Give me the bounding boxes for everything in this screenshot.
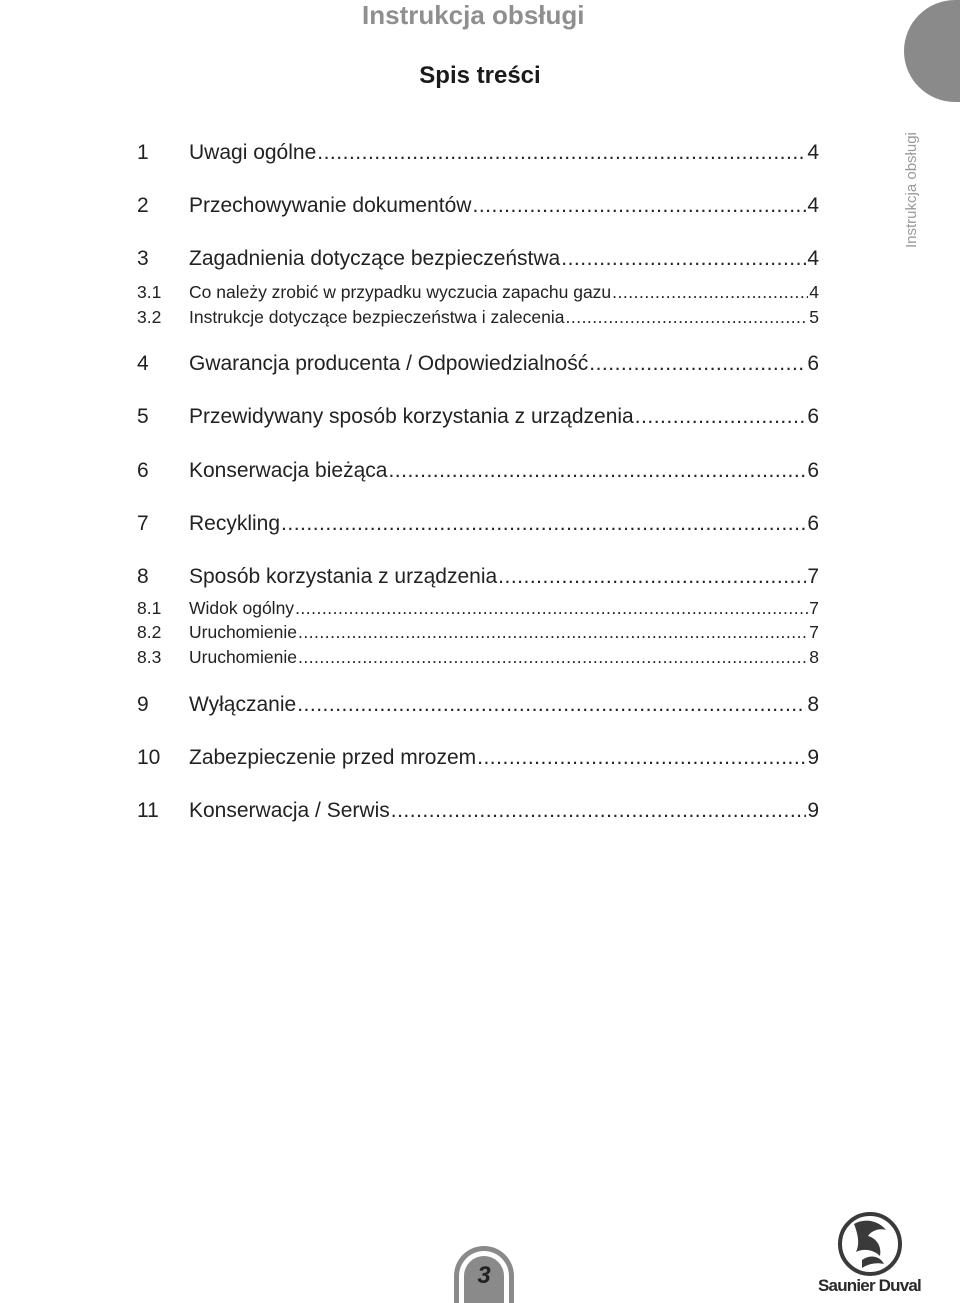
toc-entry-number: 5 xyxy=(137,405,149,428)
toc-entry-number: 3.1 xyxy=(137,282,162,302)
toc-entry-number: 7 xyxy=(137,512,149,535)
toc-entry-7[interactable] xyxy=(137,512,819,536)
toc-entry-10[interactable] xyxy=(137,746,819,770)
toc-entry-page: 4 xyxy=(807,247,819,270)
toc-leader-dots xyxy=(391,799,807,823)
toc-leader-dots xyxy=(472,194,806,218)
toc-leader-dots xyxy=(281,512,806,536)
toc-title: Spis treści xyxy=(419,62,541,89)
toc-entry-page: 6 xyxy=(807,352,819,375)
toc-entry-label: Konserwacja bieżąca xyxy=(189,459,388,482)
toc-leader-dots xyxy=(298,647,808,668)
brand-name: Saunier Duval xyxy=(818,1276,921,1295)
toc-entry-label: Co należy zrobić w przypadku wyczucia zapachu gazu xyxy=(189,282,612,302)
toc-leader-dots xyxy=(388,459,806,483)
toc-entry-page: 7 xyxy=(809,622,819,642)
toc-entry-label: Gwarancja producenta / Odpowiedzialność xyxy=(189,352,589,375)
toc-leader-dots xyxy=(635,405,807,429)
toc-entry-number: 11 xyxy=(137,799,159,822)
toc-entry-page: 7 xyxy=(809,598,819,618)
toc-entry-page: 4 xyxy=(807,141,819,164)
toc-entry-5[interactable] xyxy=(137,405,819,429)
toc-entry-8-3[interactable] xyxy=(137,647,819,668)
toc-entry-page: 6 xyxy=(807,512,819,535)
toc-entry-label: Uruchomienie xyxy=(189,622,297,642)
toc-entry-label: Uwagi ogólne xyxy=(189,141,317,164)
toc-entry-label: Przechowywanie dokumentów xyxy=(189,194,472,217)
toc-entry-label: Przewidywany sposób korzystania z urządzenia xyxy=(189,405,634,428)
toc-entry-page: 4 xyxy=(807,194,819,217)
toc-entry-page: 5 xyxy=(809,307,819,327)
toc-leader-dots xyxy=(561,247,806,271)
toc-entry-3-2[interactable] xyxy=(137,307,819,328)
toc-entry-number: 3 xyxy=(137,247,149,270)
toc-entry-number: 10 xyxy=(137,746,161,769)
toc-entry-page: 9 xyxy=(807,746,819,769)
toc-entry-number: 1 xyxy=(137,141,149,164)
toc-leader-dots xyxy=(477,746,806,770)
toc-entry-label: Zabezpieczenie przed mrozem xyxy=(189,746,477,769)
toc-leader-dots xyxy=(295,598,808,619)
toc-leader-dots xyxy=(612,282,808,303)
toc-entry-page: 7 xyxy=(807,565,819,588)
toc-leader-dots xyxy=(589,352,806,376)
toc-entry-label: Widok ogólny xyxy=(189,598,295,618)
toc-entry-number: 2 xyxy=(137,194,149,217)
toc-leader-dots xyxy=(565,307,808,328)
toc-entry-4[interactable] xyxy=(137,352,819,376)
toc-entry-label: Konserwacja / Serwis xyxy=(189,799,390,822)
toc-leader-dots xyxy=(297,693,806,717)
toc-entry-label: Uruchomienie xyxy=(189,647,297,667)
toc-entry-8-1[interactable] xyxy=(137,598,819,619)
toc-leader-dots xyxy=(298,622,808,643)
toc-entry-number: 8 xyxy=(137,565,149,588)
toc-entry-6[interactable] xyxy=(137,459,819,483)
toc-entry-11[interactable] xyxy=(137,799,819,823)
toc-entry-number: 8.2 xyxy=(137,622,162,642)
toc-leader-dots xyxy=(498,565,806,589)
toc-entry-label: Instrukcje dotyczące bezpieczeństwa i zalecenia xyxy=(189,307,565,327)
toc-entry-number: 3.2 xyxy=(137,307,162,327)
toc-entry-8-2[interactable] xyxy=(137,622,819,643)
toc-entry-number: 8.3 xyxy=(137,647,162,667)
toc-entry-number: 4 xyxy=(137,352,149,375)
toc-entry-number: 8.1 xyxy=(137,598,162,618)
toc-entry-3[interactable] xyxy=(137,247,819,271)
toc-entry-8[interactable] xyxy=(137,565,819,589)
toc-entry-page: 4 xyxy=(809,282,819,302)
toc-entry-3-1[interactable] xyxy=(137,282,819,303)
toc-entry-page: 6 xyxy=(807,405,819,428)
toc-entry-number: 9 xyxy=(137,693,149,716)
toc-entry-page: 8 xyxy=(807,693,819,716)
toc-entry-label: Zagadnienia dotyczące bezpieczeństwa xyxy=(189,247,561,270)
toc-entry-label: Sposób korzystania z urządzenia xyxy=(189,565,498,588)
toc-entry-9[interactable] xyxy=(137,693,819,717)
document-header-title: Instrukcja obsługi xyxy=(362,0,585,30)
toc-entry-page: 9 xyxy=(807,799,819,822)
toc-leader-dots xyxy=(317,141,806,165)
page-number: 3 xyxy=(477,1262,491,1289)
toc-entry-page: 6 xyxy=(807,459,819,482)
toc-entry-2[interactable] xyxy=(137,194,819,218)
toc-entry-page: 8 xyxy=(809,647,819,667)
toc-entry-label: Wyłączanie xyxy=(189,693,297,716)
toc-entry-1[interactable] xyxy=(137,141,819,165)
side-tab-label: Instrukcja obsługi xyxy=(903,132,920,248)
toc-entry-number: 6 xyxy=(137,459,149,482)
toc-entry-label: Recykling xyxy=(189,512,281,535)
